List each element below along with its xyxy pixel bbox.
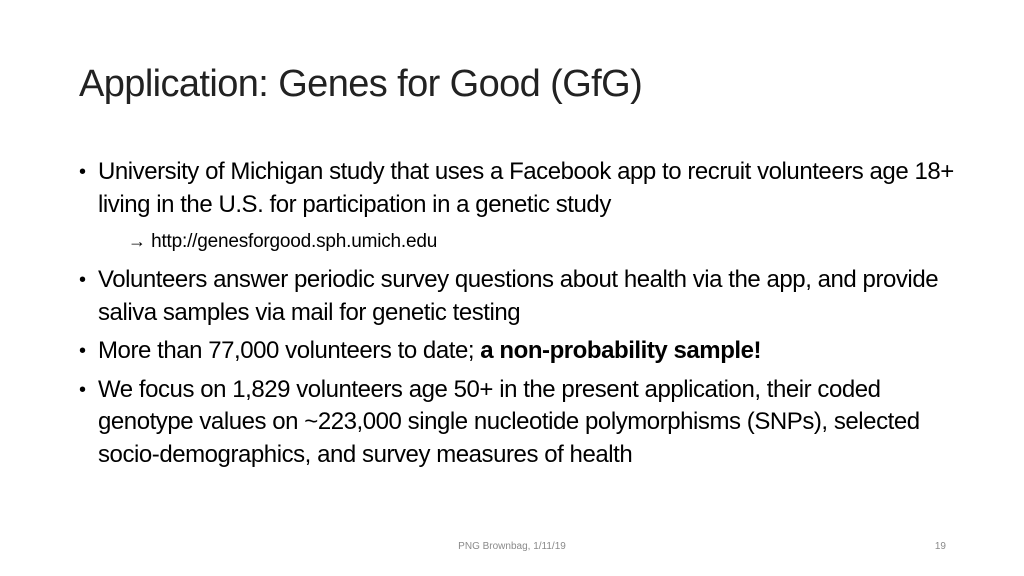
bullet-item — [79, 156, 959, 221]
title-regular: Application: — [79, 63, 279, 105]
bullet-text: We focus on 1,829 volunteers age 50+ in the present application, their coded genotype values on ~223,000 single nucleotide polymorphisms (SNPs), selected socio-demographics, and survey measures of health — [98, 375, 920, 468]
slide-footer: PNG Brownbag, 1/11/19 — [458, 541, 566, 552]
bullet-text: University of Michigan study that uses a Facebook app to recruit volunteers age 18+ living in the U.S. for participation in a genetic study — [98, 158, 954, 218]
bullet-item — [79, 264, 959, 329]
bullet-item — [79, 374, 959, 472]
bullet-dot-icon: • — [79, 378, 86, 401]
bullet-text: Volunteers answer periodic survey questions about health via the app, and provide saliva samples via mail for genetic testing — [98, 266, 939, 326]
slide-title — [79, 58, 642, 110]
arrow-right-icon: → — [128, 231, 146, 251]
title-strong: Genes for Good (GfG) — [278, 63, 643, 105]
bullet-item — [79, 335, 959, 368]
sub-item-link — [128, 227, 959, 256]
page-number: 19 — [934, 541, 946, 552]
study-url-link[interactable]: http://genesforgood.sph.umich.edu — [151, 231, 438, 252]
bullet-list — [79, 156, 959, 477]
bullet-bold-text: a non-probability sample! — [480, 337, 762, 364]
bullet-dot-icon: • — [79, 269, 86, 291]
bullet-dot-icon: • — [79, 161, 86, 183]
bullet-dot-icon: • — [79, 340, 86, 362]
bullet-text: More than 77,000 volunteers to date; — [98, 337, 481, 364]
